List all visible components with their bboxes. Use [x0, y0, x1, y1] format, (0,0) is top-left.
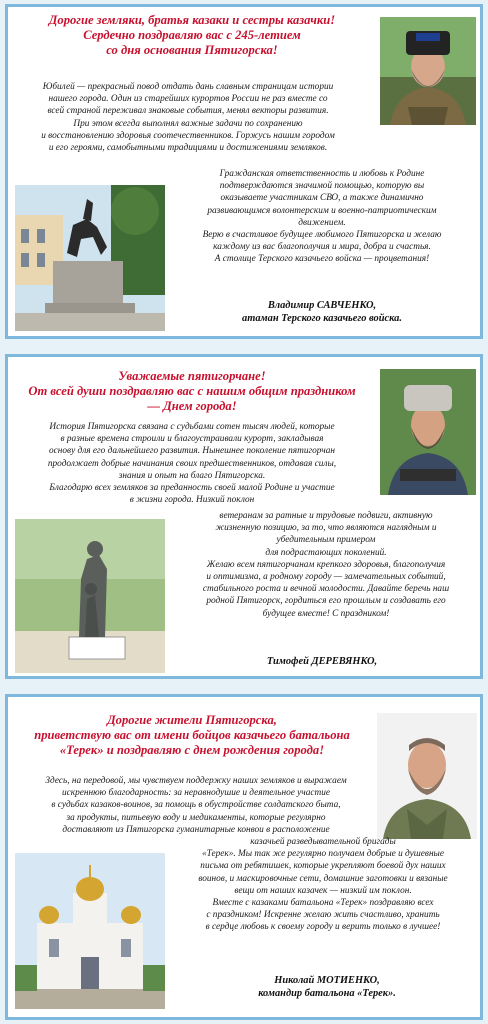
signature: Владимир САВЧЕНКО, атаман Терского казачьего войска.	[242, 300, 402, 324]
greeting-card-savchenko	[5, 4, 483, 339]
monument-photo	[15, 185, 165, 331]
portrait-photo-savchenko	[380, 17, 476, 125]
sculpture-photo	[15, 519, 165, 673]
card-body-main: казачьей разведывательной бригады «Терек». Мы так же регулярно получаем добрые и душевные письма от ребятишек, которые укрепляют боевой дух наших воинов, и маскировочные сети, домашние заготовки и вязаные вещи от наших казачек — низкий им поклон. Вместе с казаками батальона «Терек» поздравляю всех с праздником! Искренне желаю жить счастливо, хранить в сердце любовь к своему городу и верить только в лучшее!	[198, 837, 448, 933]
signature: Тимофей ДЕРЕВЯНКО,	[266, 656, 378, 667]
card-heading: Уважаемые пятигорчане! От всей души поздравляю вас с нашим общим праздником — Днем города!	[28, 369, 356, 413]
signature: Николай МОТИЕНКО, командир батальона «Терек».	[258, 975, 396, 999]
card-body-main: ветеранам за ратные и трудовые подвиги, активную жизненную позицию, за то, что являются наглядным и убедительным примером для подрастающих поколений. Желаю всем пятигорчанам крепкого здоровья, благополучия и оптимизма, а родному городу — замечательных событий, стабильного роста и вечной молодости. Давайте беречь наш родной Пятигорск, гордиться его прошлым и создавать его будущее вместе! С праздником!	[202, 511, 450, 619]
card-heading: Дорогие жители Пятигорска, приветствую вас от имени бойцов казачьего батальона «Терек» и поздравляю с днем рождения города!	[34, 713, 350, 757]
church-photo	[15, 853, 165, 1009]
portrait-photo-derevyanko	[380, 369, 476, 495]
card-heading: Дорогие земляки, братья казаки и сестры казачки! Сердечно поздравляю вас с 245-летием со дня основания Пятигорска!	[48, 13, 336, 57]
greeting-card-derevyanko	[5, 354, 483, 679]
card-body-intro: Юбилей — прекрасный повод отдать дань славным страницам истории нашего города. Один из старейших курортов России не раз вместе со всей страной переживал знаковые события, менял векторы развития. При этом всегда выполнял важные задачи по сохранению и восстановлению здоровья соотечественников. Горжусь нашим городом и его героями, самобытными традициями и достижениями земляков.	[41, 82, 335, 154]
card-body-intro: Здесь, на передовой, мы чувствуем поддержку наших земляков и выражаем искреннюю благодарность: за неравнодушие и деятельное участие в судьбах казаков-воинов, за помощь в обустройстве солдатского быта, за продукты, питьевую воду и медикаменты, которые регулярно доставляют из Пятигорска гуманитарные конвои в расположение	[45, 776, 347, 835]
greeting-card-motienko	[5, 694, 483, 1020]
card-body-main: Гражданская ответственность и любовь к Родине подтверждаются значимой помощью, которую вы оказываете участникам СВО, а также динамично развивающимся волонтерским и военно-патриотическим движением. Верю в счастливое будущее любимого Пятигорска и желаю каждому из вас благополучия и мира, добра и счастья. А столице Терского казачьего войска — процветания!	[202, 169, 442, 265]
card-body-intro: История Пятигорска связана с судьбами сотен тысяч людей, которые в разные времена строили и благоустраивали курорт, закладывая основу для его дальнейшего развития. Нынешнее поколение пятигорчан продолжает добрые начинания своих предшественников, отдавая силы, знания и опыт на благо Пятигорска. Благодарю всех земляков за преданность своей малой Родине и участие в жизни города. Низкий поклон	[47, 422, 337, 506]
portrait-photo-motienko	[377, 713, 477, 839]
